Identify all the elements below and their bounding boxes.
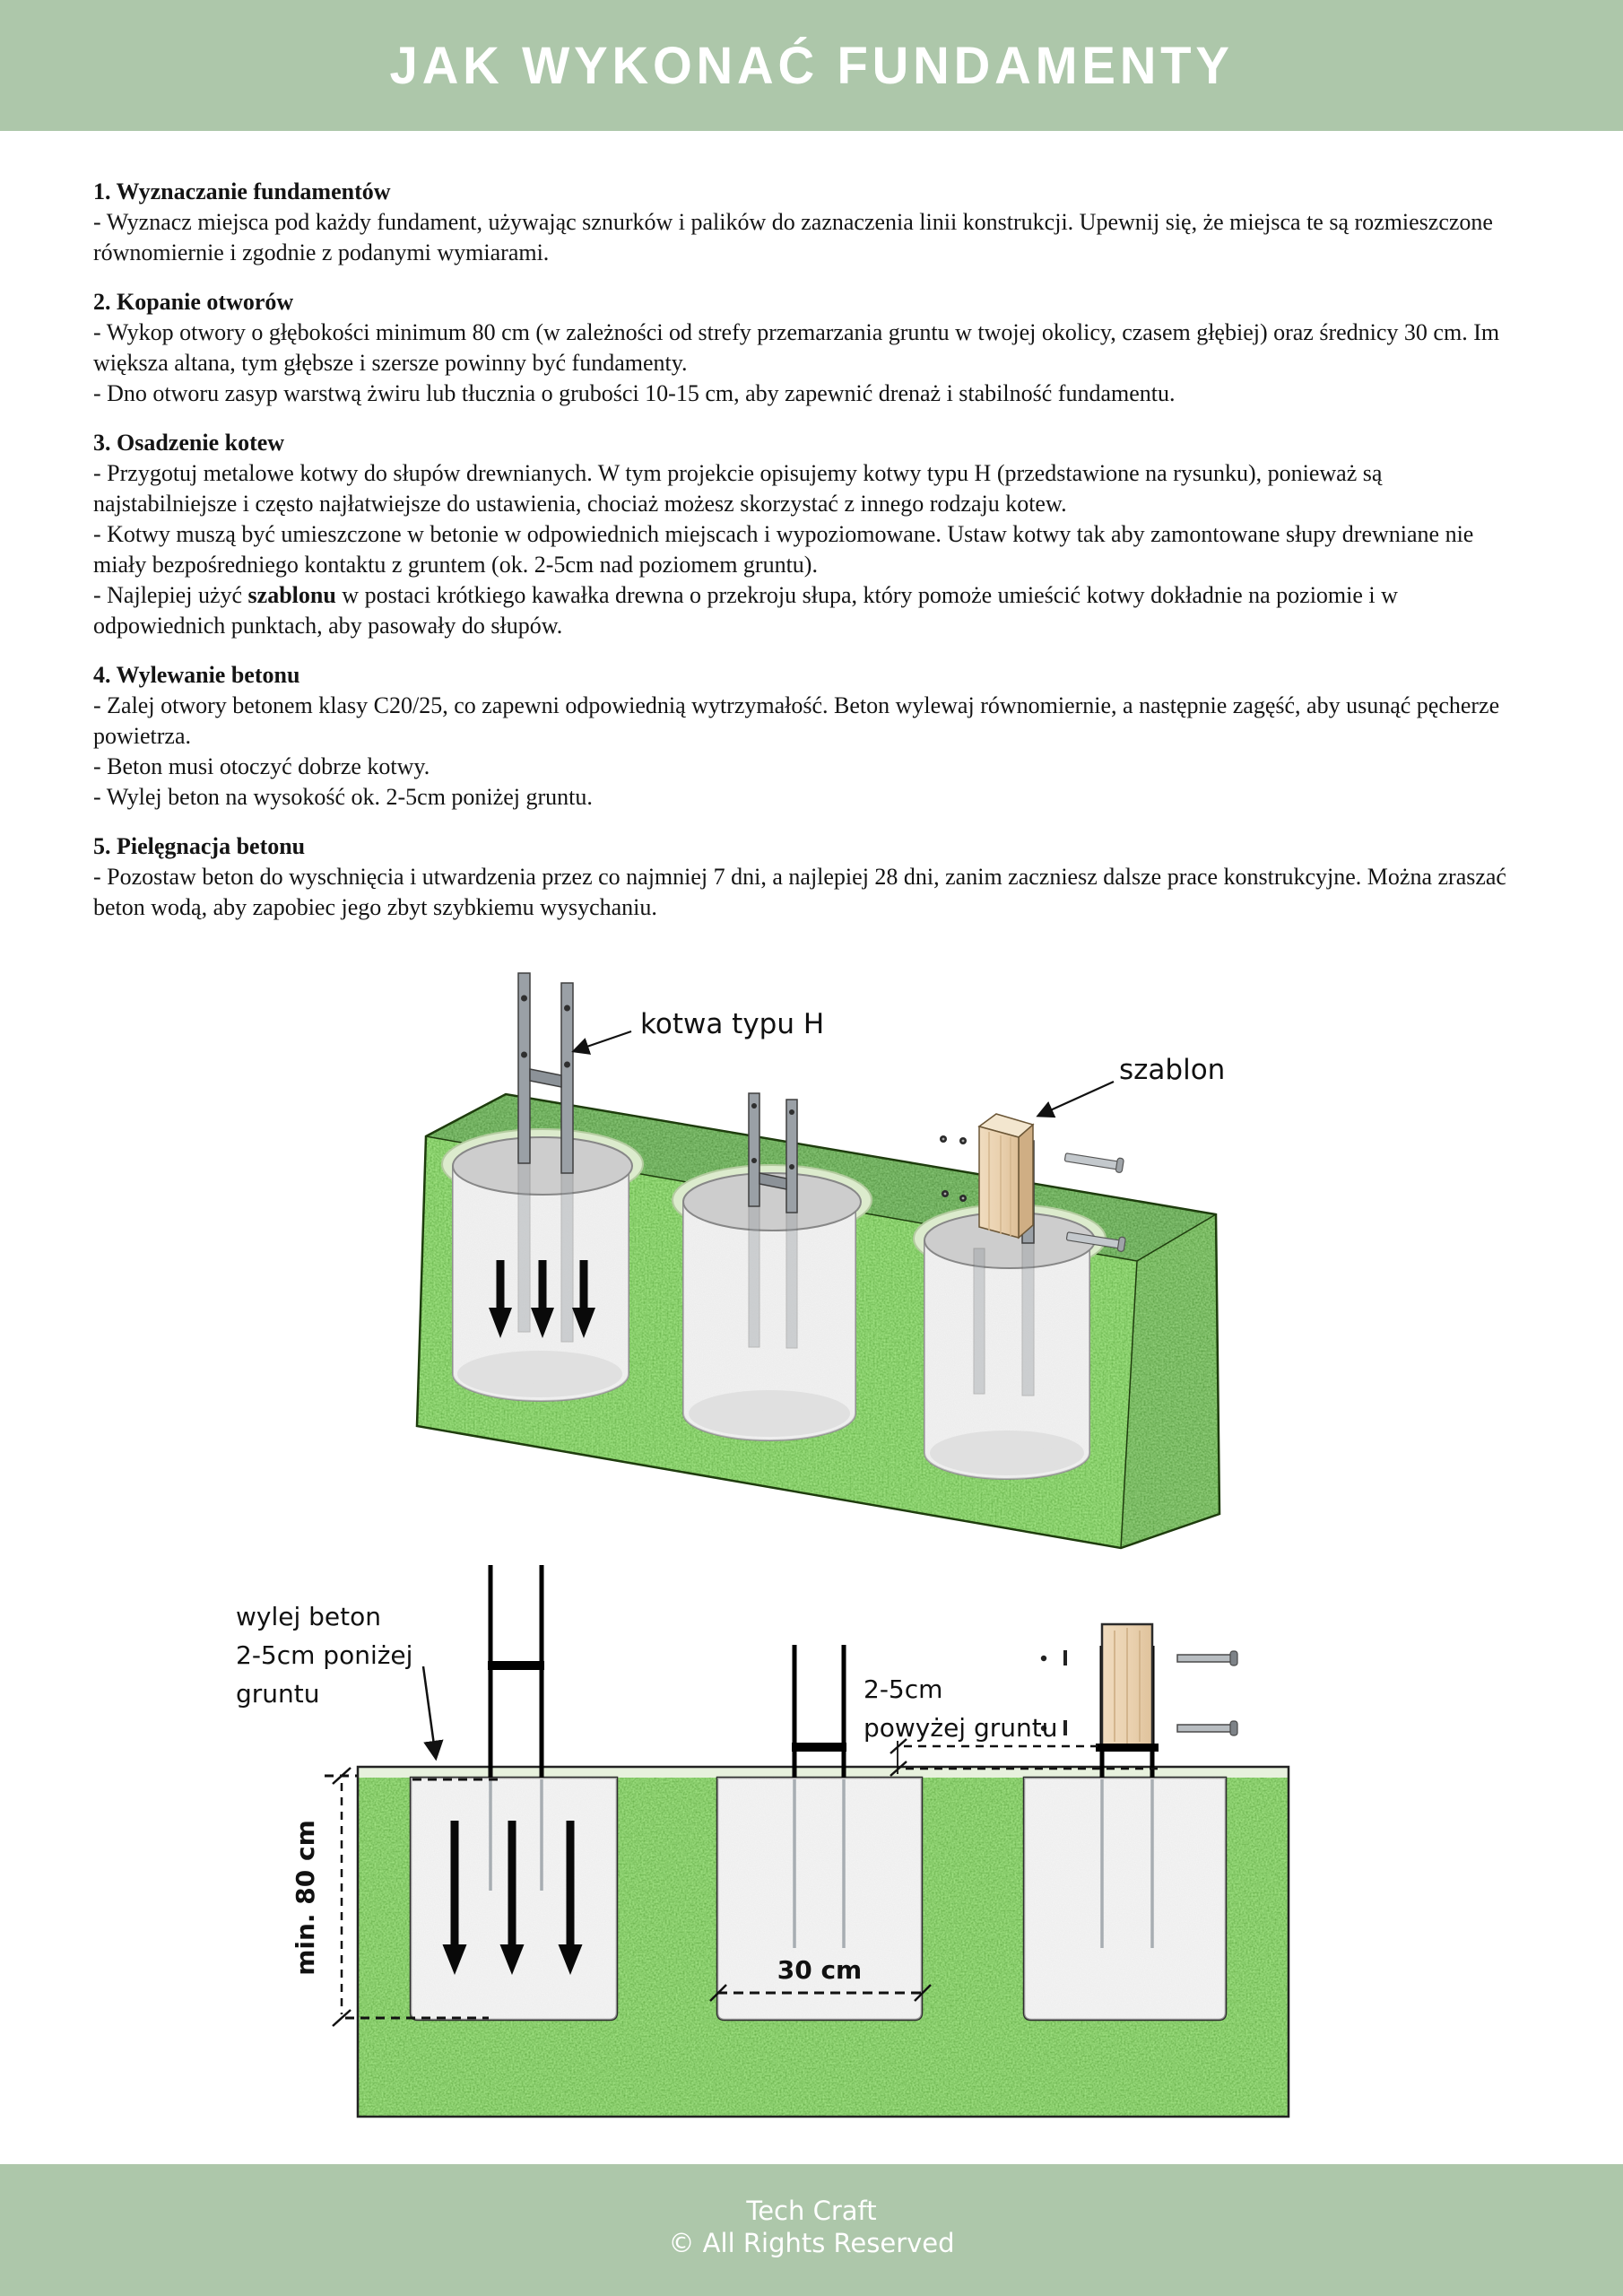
- cylinder-bottom: [930, 1431, 1084, 1475]
- anchor-crossbar: [792, 1743, 846, 1752]
- page-title: JAK WYKONAĆ FUNDAMENTY: [389, 36, 1234, 95]
- section-paragraph: [93, 378, 1530, 409]
- bolt-head: [1115, 1158, 1124, 1173]
- template-leader-arrow: [1038, 1082, 1114, 1116]
- footer-company: Tech Craft: [746, 2196, 877, 2226]
- pour-label-line1: wylej beton: [236, 1602, 382, 1631]
- bolt-head: [1230, 1721, 1237, 1735]
- bolt: [1177, 1721, 1237, 1735]
- anchor-plate: [518, 973, 530, 1163]
- screw-icon: [1041, 1656, 1046, 1661]
- instruction-section: [93, 287, 1530, 409]
- cylinder-opening: [453, 1137, 632, 1195]
- text: - Przygotuj metalowe kotwy do słupów drewnianych. W tym projekcie opisujemy kotwy typu H (przedstawione na rysunku), ponieważ są najstabilniejsze i często najłatwiejsze do ustawienia, chociaż możesz skorzystać z innego rodzaju kotew.: [93, 460, 1383, 517]
- header-bar: [0, 0, 1623, 131]
- anchor-plate-buried: [974, 1248, 985, 1394]
- foundation-hole-2: [673, 1165, 872, 1440]
- figure-isometric-foundations: [395, 951, 1273, 1578]
- cylinder-bottom: [457, 1351, 622, 1397]
- instruction-section: [93, 428, 1530, 641]
- bolt-hole: [751, 1103, 757, 1109]
- template-bottom-bar: [1096, 1744, 1159, 1752]
- section-paragraph: [93, 580, 1530, 641]
- anchor-plate-buried: [561, 1171, 573, 1342]
- bolt-hole: [521, 1052, 527, 1058]
- text: - Najlepiej użyć: [93, 582, 248, 608]
- section-heading: 2. Kopanie otworów: [93, 289, 294, 315]
- bolt-head: [1230, 1651, 1237, 1665]
- section-paragraph: [93, 207, 1530, 268]
- anchor-plate: [561, 983, 573, 1173]
- section-paragraph: [93, 691, 1530, 752]
- text: - Wylej beton na wysokość ok. 2-5cm poniżej gruntu.: [93, 784, 593, 810]
- footer-rights: © All Rights Reserved: [668, 2228, 955, 2258]
- anchor-crossbar: [488, 1661, 544, 1670]
- pour-leader-arrow: [423, 1666, 436, 1758]
- screw-icon: [1063, 1720, 1067, 1735]
- bolt-shaft: [1064, 1153, 1119, 1170]
- bold-text: szablonu: [247, 582, 336, 608]
- section-heading: 3. Osadzenie kotew: [93, 430, 285, 456]
- section-paragraph: [93, 317, 1530, 378]
- template-label: szablon: [1119, 1054, 1226, 1086]
- screw-center: [944, 1193, 947, 1196]
- section-paragraph: [93, 458, 1530, 519]
- text: - Zalej otwory betonem klasy C20/25, co zapewni odpowiednią wytrzymałość. Beton wylewaj równomiernie, a następnie zagęść, aby usunąć pęcherze powietrza.: [93, 692, 1500, 749]
- anchor-label: kotwa typu H: [640, 1008, 825, 1040]
- footer-bar: [0, 2164, 1623, 2296]
- pour-label-line3: gruntu: [236, 1679, 320, 1709]
- bolt-hole: [789, 1109, 794, 1115]
- anchor-1-elevation: [488, 1565, 544, 1778]
- anchor-leader-arrow: [574, 1031, 631, 1051]
- surface-band: [358, 1767, 1289, 1778]
- screw-icon: [1063, 1650, 1067, 1665]
- bolt: [1064, 1150, 1124, 1173]
- section-paragraph: [93, 862, 1530, 923]
- bolt-hole: [564, 1005, 570, 1012]
- screw-center: [962, 1140, 965, 1143]
- text: - Beton musi otoczyć dobrze kotwy.: [93, 753, 430, 779]
- anchor-plate: [786, 1100, 797, 1213]
- bolt-shaft: [1177, 1655, 1232, 1662]
- instruction-section: [93, 660, 1530, 813]
- bolt: [1177, 1651, 1237, 1665]
- anchor-3-with-template: [1041, 1624, 1237, 1778]
- instructions: [93, 177, 1530, 942]
- bolt-shaft: [1177, 1725, 1232, 1732]
- text: - Wyznacz miejsca pod każdy fundament, używając sznurków i palików do zaznaczenia linii konstrukcji. Upewnij się, że miejsca te są rozmieszczone równomiernie i zgodnie z podanymi wymiarami.: [93, 209, 1493, 265]
- template-side-face: [1019, 1125, 1033, 1238]
- above-ground-label-line2: powyżej gruntu: [864, 1713, 1058, 1743]
- section-paragraph: [93, 519, 1530, 580]
- text: - Pozostaw beton do wyschnięcia i utwardzenia przez co najmniej 7 dni, a najlepiej 28 dni, zanim zaczniesz dalsze prace konstrukcyjne. Można zraszać beton wodą, aby zapobiec jego zbyt szybkiemu wysychaniu.: [93, 864, 1506, 920]
- screw-center: [942, 1138, 945, 1141]
- text: - Dno otworu zasyp warstwą żwiru lub tłucznia o grubości 10-15 cm, aby zapewnić drenaż i stabilność fundamentu.: [93, 380, 1176, 406]
- text: - Wykop otwory o głębokości minimum 80 cm (w zależności od strefy przemarzania gruntu w twojej okolicy, czasem głębiej) oraz średnicy 30 cm. Im większa altana, tym głębsze i szersze powinny być fundamenty.: [93, 319, 1500, 376]
- section-heading: 4. Wylewanie betonu: [93, 662, 300, 688]
- anchor-plate-buried: [786, 1212, 797, 1348]
- section-heading: 1. Wyznaczanie fundamentów: [93, 178, 391, 204]
- above-ground-label-line1: 2-5cm: [864, 1674, 943, 1704]
- section-paragraph: [93, 782, 1530, 813]
- pour-label-line2: 2-5cm poniżej: [236, 1640, 413, 1670]
- figure-cross-section: [135, 1561, 1533, 2135]
- bolt-hole: [521, 996, 527, 1002]
- figure1-labels: [574, 1008, 1225, 1116]
- anchor-crossbar: [530, 1069, 561, 1087]
- screw-center: [962, 1197, 965, 1200]
- section-heading: 5. Pielęgnacja betonu: [93, 833, 306, 859]
- instruction-section: [93, 177, 1530, 268]
- bolt-hole: [789, 1164, 794, 1170]
- anchor-plate-buried: [518, 1161, 530, 1332]
- text: - Kotwy muszą być umieszczone w betonie w odpowiednich miejscach i wypoziomowane. Ustaw kotwy tak aby zamontowane słupy drewniane nie miały bezpośredniego kontaktu z gruntem (ok. 2-5cm nad poziomem gruntu).: [93, 521, 1474, 578]
- depth-dimension-label: min. 80 cm: [291, 1820, 320, 1976]
- text: w postaci krótkiego kawałka drewna o przekroju słupa, który pomoże umieścić kotwy dokładnie na poziomie i w odpowiednich punktach, aby pasowały do słupów.: [93, 582, 1398, 639]
- width-dimension-label: 30 cm: [777, 1955, 863, 1985]
- section-paragraph: [93, 752, 1530, 782]
- instruction-section: [93, 831, 1530, 923]
- bolt-hole: [564, 1062, 570, 1068]
- bolt-hole: [751, 1158, 757, 1163]
- anchor-plate-buried: [749, 1205, 759, 1347]
- cylinder-bottom: [689, 1390, 850, 1437]
- template-front-face: [979, 1126, 1019, 1238]
- foundation-hole-3: [914, 1205, 1106, 1479]
- anchor-2-elevation: [792, 1645, 846, 1778]
- hole-3-texture: [1024, 1778, 1226, 2020]
- anchor-plate-buried: [1022, 1241, 1034, 1396]
- anchor-plate: [749, 1093, 759, 1206]
